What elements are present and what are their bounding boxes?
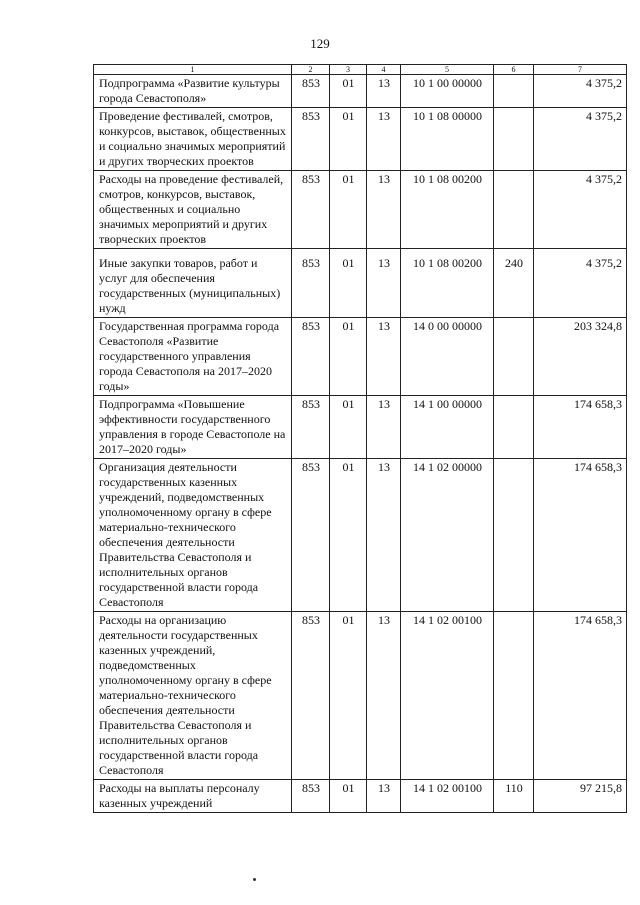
row-amount: 174 658,3 xyxy=(534,612,627,780)
row-code-section: 01 xyxy=(330,249,367,318)
row-name: Расходы на организацию деятельности государственных казенных учреждений, подведомственных уполномоченному органу в сфере материально-технического обеспечения деятельности Правительства Севастополя и исполнительных органов государственной власти города Севастополя xyxy=(94,612,292,780)
row-code-ministry: 853 xyxy=(292,249,330,318)
row-code-subsection: 13 xyxy=(367,75,401,108)
row-amount: 4 375,2 xyxy=(534,108,627,171)
row-name: Организация деятельности государственных казенных учреждений, подведомственных уполномоченному органу в сфере материально-технического обеспечения деятельности Правительства Севастополя и исполнительных органов государственной власти города Севастополя xyxy=(94,459,292,612)
row-amount: 174 658,3 xyxy=(534,396,627,459)
row-code-expense-type: 240 xyxy=(494,249,534,318)
row-code-subsection: 13 xyxy=(367,612,401,780)
column-header: 6 xyxy=(494,65,534,75)
row-code-ministry: 853 xyxy=(292,108,330,171)
row-name: Подпрограмма «Повышение эффективности государственного управления в городе Севастополе на 2017–2020 годы» xyxy=(94,396,292,459)
row-amount: 4 375,2 xyxy=(534,171,627,249)
column-header: 3 xyxy=(330,65,367,75)
row-code-section: 01 xyxy=(330,780,367,813)
row-code-section: 01 xyxy=(330,612,367,780)
row-name: Проведение фестивалей, смотров, конкурсов, выставок, общественных и социально значимых мероприятий и других творческих проектов xyxy=(94,108,292,171)
row-code-expense-type: 110 xyxy=(494,780,534,813)
row-code-section: 01 xyxy=(330,108,367,171)
row-name: Иные закупки товаров, работ и услуг для обеспечения государственных (муниципальных) нужд xyxy=(94,249,292,318)
row-code-target: 10 1 08 00000 xyxy=(401,108,494,171)
row-name: Расходы на проведение фестивалей, смотров, конкурсов, выставок, общественных и социально значимых мероприятий и других творческих проектов xyxy=(94,171,292,249)
row-code-expense-type xyxy=(494,396,534,459)
table-row xyxy=(94,459,627,612)
row-code-expense-type xyxy=(494,108,534,171)
column-header: 7 xyxy=(534,65,627,75)
table-row xyxy=(94,75,627,108)
row-code-expense-type xyxy=(494,171,534,249)
row-code-target: 14 0 00 00000 xyxy=(401,318,494,396)
row-code-subsection: 13 xyxy=(367,459,401,612)
row-code-subsection: 13 xyxy=(367,108,401,171)
row-amount: 4 375,2 xyxy=(534,75,627,108)
row-code-expense-type xyxy=(494,459,534,612)
row-code-expense-type xyxy=(494,612,534,780)
row-name: Государственная программа города Севастополя «Развитие государственного управления города Севастополя на 2017–2020 годы» xyxy=(94,318,292,396)
table-row xyxy=(94,171,627,249)
budget-table xyxy=(93,64,627,813)
table-row xyxy=(94,249,627,318)
row-code-ministry: 853 xyxy=(292,396,330,459)
column-header: 2 xyxy=(292,65,330,75)
row-code-ministry: 853 xyxy=(292,318,330,396)
row-code-section: 01 xyxy=(330,318,367,396)
column-header: 5 xyxy=(401,65,494,75)
row-code-expense-type xyxy=(494,318,534,396)
table-row xyxy=(94,396,627,459)
row-code-subsection: 13 xyxy=(367,171,401,249)
scan-speck xyxy=(253,878,256,881)
row-code-section: 01 xyxy=(330,396,367,459)
table-row xyxy=(94,318,627,396)
row-code-target: 10 1 08 00200 xyxy=(401,171,494,249)
column-header-row xyxy=(94,65,627,75)
row-code-target: 14 1 02 00100 xyxy=(401,612,494,780)
row-amount: 97 215,8 xyxy=(534,780,627,813)
row-code-subsection: 13 xyxy=(367,780,401,813)
row-code-ministry: 853 xyxy=(292,612,330,780)
page-number: 129 xyxy=(310,36,330,51)
row-amount: 203 324,8 xyxy=(534,318,627,396)
row-code-expense-type xyxy=(494,75,534,108)
row-name: Подпрограмма «Развитие культуры города Севастополя» xyxy=(94,75,292,108)
row-code-ministry: 853 xyxy=(292,459,330,612)
row-code-ministry: 853 xyxy=(292,171,330,249)
table-row xyxy=(94,780,627,813)
row-code-target: 10 1 00 00000 xyxy=(401,75,494,108)
row-code-ministry: 853 xyxy=(292,780,330,813)
row-code-target: 14 1 02 00000 xyxy=(401,459,494,612)
row-code-target: 14 1 00 00000 xyxy=(401,396,494,459)
row-code-target: 14 1 02 00100 xyxy=(401,780,494,813)
row-code-ministry: 853 xyxy=(292,75,330,108)
row-code-subsection: 13 xyxy=(367,396,401,459)
row-code-section: 01 xyxy=(330,75,367,108)
column-header: 4 xyxy=(367,65,401,75)
row-amount: 4 375,2 xyxy=(534,249,627,318)
row-name: Расходы на выплаты персоналу казенных учреждений xyxy=(94,780,292,813)
row-code-target: 10 1 08 00200 xyxy=(401,249,494,318)
row-code-subsection: 13 xyxy=(367,318,401,396)
row-amount: 174 658,3 xyxy=(534,459,627,612)
row-code-section: 01 xyxy=(330,171,367,249)
column-header: 1 xyxy=(94,65,292,75)
row-code-subsection: 13 xyxy=(367,249,401,318)
table-row xyxy=(94,612,627,780)
table-row xyxy=(94,108,627,171)
row-code-section: 01 xyxy=(330,459,367,612)
